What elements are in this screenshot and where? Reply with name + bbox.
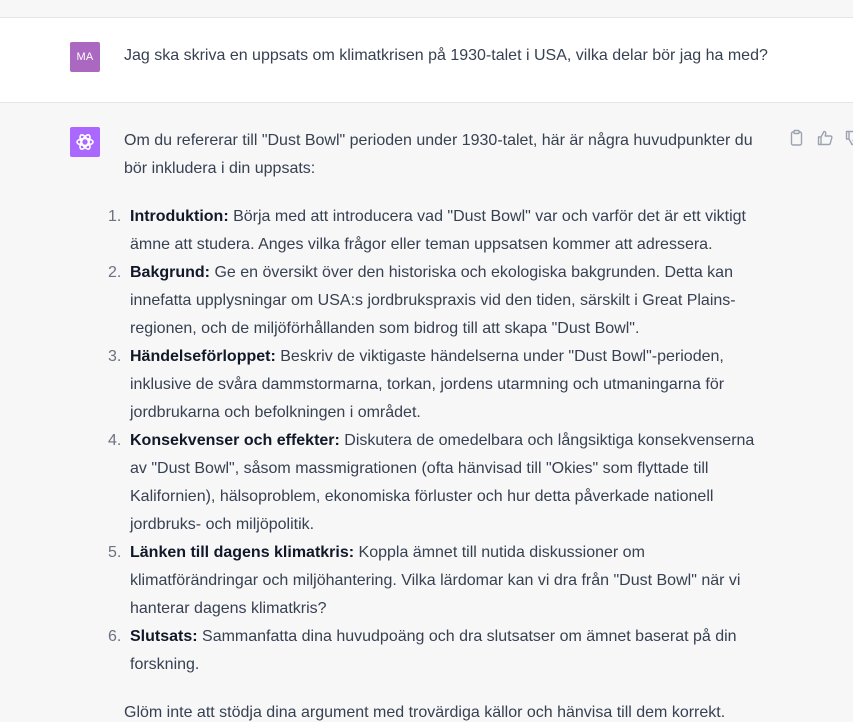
point-title: Bakgrund: — [130, 264, 210, 281]
user-avatar: MA — [70, 42, 100, 72]
point-text: Koppla ämnet till nutida diskussioner om klimatförändringar och miljöhantering. Vilka lärdomar kan vi dra från "Dust Bowl" när vi hanterar dagens klimatkris? — [130, 544, 741, 617]
clipboard-icon[interactable] — [788, 129, 806, 147]
assistant-outro: Glöm inte att stödja dina argument med trovärdiga källor och hänvisa till dem korrekt. — [124, 704, 726, 721]
list-number: 2. — [108, 264, 122, 281]
list-number: 5. — [108, 544, 122, 561]
user-message — [0, 18, 853, 103]
list-item — [108, 623, 774, 679]
point-text: Diskutera de omedelbara och långsiktiga konsekvenserna av "Dust Bowl", såsom massmigrationen (ofta hänvisad till "Okies" som flyttade till Kalifornien), hälsoproblem, ekonomiska förluster och hur detta påverkade nationell jordbruks- och miljöpolitik. — [130, 432, 755, 533]
point-title: Introduktion: — [130, 208, 229, 225]
user-message-text: Jag ska skriva en uppsats om klimatkrisen på 1930-talet i USA, vilka delar bör jag ha med? — [124, 47, 768, 64]
list-item — [108, 343, 774, 427]
list-item — [108, 203, 774, 259]
point-text: Beskriv de viktigaste händelserna under "Dust Bowl"-perioden, inklusive de svåra dammstormarna, torkan, jordens utarmning och utmaningarna för jordbrukarna och befolkningen i området. — [130, 348, 725, 421]
assistant-intro: Om du refererar till "Dust Bowl" perioden under 1930-talet, här är några huvudpunkter du bör inkludera i din uppsats: — [124, 132, 753, 177]
assistant-message-content — [108, 127, 774, 727]
assistant-message — [0, 103, 853, 722]
point-title: Länken till dagens klimatkris: — [130, 544, 355, 561]
list-number: 1. — [108, 208, 122, 225]
list-number: 3. — [108, 348, 122, 365]
list-item — [108, 539, 774, 623]
assistant-avatar — [70, 127, 100, 157]
list-number: 6. — [108, 628, 122, 645]
point-title: Slutsats: — [130, 628, 198, 645]
point-text: Börja med att introducera vad "Dust Bowl" var och varför det är ett viktigt ämne att studera. Anges vilka frågor eller teman uppsatsen kommer att adressera. — [130, 208, 746, 253]
point-text: Sammanfatta dina huvudpoäng och dra slutsatser om ämnet baserat på din forskning. — [130, 628, 737, 673]
point-title: Händelseförloppet: — [130, 348, 276, 365]
openai-logo-icon — [75, 132, 95, 152]
thumbs-down-icon[interactable] — [844, 129, 853, 147]
list-number: 4. — [108, 432, 122, 449]
point-text: Ge en översikt över den historiska och ekologiska bakgrunden. Detta kan innefatta upplysningar om USA:s jordbrukspraxis vid den tiden, särskilt i Great Plains-regionen, och de miljöförhållanden som bidrog till att skapa "Dust Bowl". — [130, 264, 736, 337]
list-item — [108, 259, 774, 343]
essay-points-list — [108, 203, 774, 679]
point-title: Konsekvenser och effekter: — [130, 432, 340, 449]
previous-message-strip — [0, 0, 853, 18]
list-item — [108, 427, 774, 539]
thumbs-up-icon[interactable] — [816, 129, 834, 147]
